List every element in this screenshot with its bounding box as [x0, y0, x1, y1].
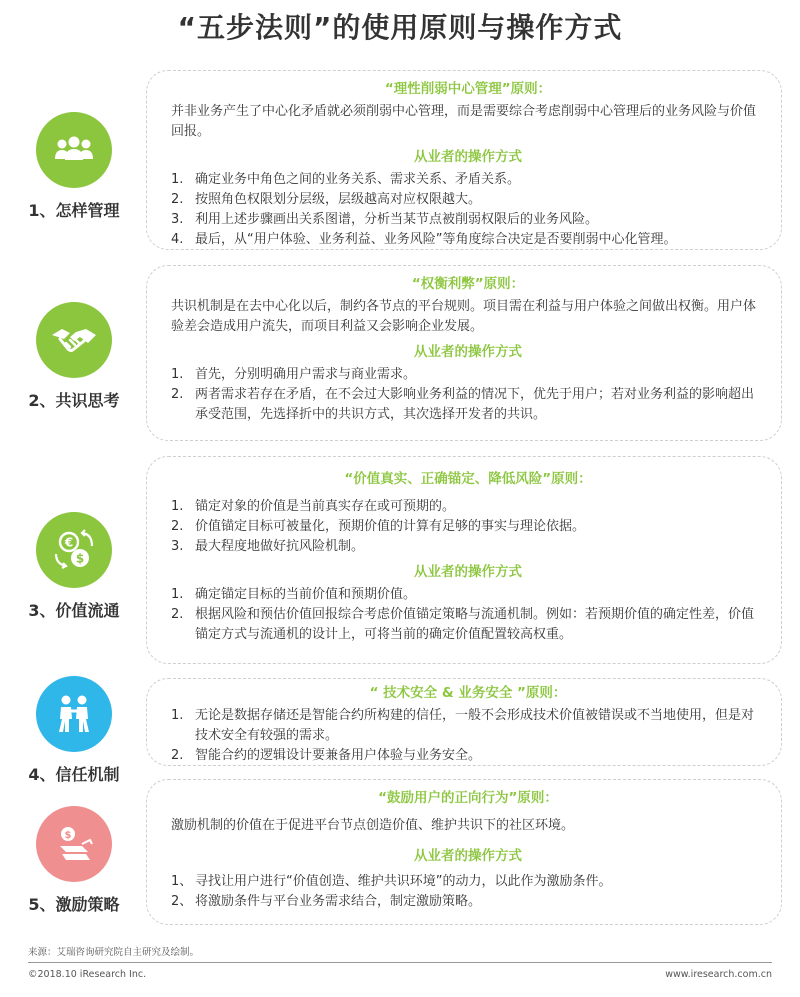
- section-4-principle: “ 技术安全 & 业务安全 ”原则：: [369, 685, 567, 701]
- list-item: 2. 根据风险和预估价值回报综合考虑价值锚定策略与流通机制。例如：若预期价值的确定性差，价值锚定方式与流通机的设计上，可将当前的确定价值配置较高权重。: [171, 607, 755, 642]
- list-item: 1. 无论是数据存储还是智能合约所构建的信任，一般不会形成技术价值被错误或不当地使用，但是对技术安全有较强的需求。: [171, 708, 755, 743]
- section-1-list: [171, 170, 765, 250]
- section-1-side: [0, 112, 148, 221]
- list-item: 3. 最大程度地做好抗风险机制。: [171, 539, 365, 554]
- section-5-card: [146, 779, 782, 925]
- trust-people-icon: [36, 676, 112, 752]
- section-3-list: [171, 585, 765, 645]
- list-item: 1. 确定业务中角色之间的业务关系、需求关系、矛盾关系。: [171, 172, 521, 187]
- section-2-description: 共识机制是在去中心化以后，制约各节点的平台规则。项目需在利益与用户体验之间做出权衡。用户体验差会造成用户流失，而项目利益又会影响企业发展。: [171, 299, 757, 334]
- svg-text:$: $: [75, 551, 85, 566]
- section-5-side: [0, 806, 148, 915]
- section-5-principle: “鼓励用户的正向行为”原则：: [378, 790, 558, 806]
- list-item: 3. 利用上述步骤画出关系图谱，分析当某节点被削弱权限后的业务风险。: [171, 212, 599, 227]
- svg-text:€: €: [64, 535, 74, 550]
- section-3-subheading: 从业者的操作方式: [414, 564, 522, 580]
- section-5-list: [171, 872, 765, 912]
- section-3-label: 3、价值流通: [28, 601, 120, 620]
- currency-exchange-icon: [36, 512, 112, 588]
- list-item: 2、 将激励条件与平台业务需求结合，制定激励策略。: [171, 894, 482, 909]
- list-item: 4. 最后，从“用户体验、业务利益、业务风险”等角度综合决定是否要削弱中心化管理。: [171, 232, 677, 247]
- section-3-list-top: [171, 497, 765, 557]
- section-2-label: 2、共识思考: [28, 391, 120, 410]
- handshake-icon: [36, 302, 112, 378]
- section-1-card: [146, 70, 782, 250]
- section-3-principle: “价值真实、正确锚定、降低风险”原则：: [344, 471, 592, 487]
- section-3-side: [0, 512, 148, 621]
- section-2-subheading: 从业者的操作方式: [414, 344, 522, 360]
- section-4-card: [146, 678, 782, 766]
- section-1-principle: “理性削弱中心管理”原则：: [384, 81, 552, 97]
- page-title: “五步法则”的使用原则与操作方式: [177, 11, 623, 44]
- footer-divider: [28, 962, 772, 963]
- section-2-side: [0, 302, 148, 411]
- section-2-principle: “权衡利弊”原则：: [411, 276, 525, 292]
- list-item: 2. 智能合约的逻辑设计要兼备用户体验与业务安全。: [171, 748, 482, 763]
- section-2-card: [146, 265, 782, 441]
- section-1-subheading: 从业者的操作方式: [414, 149, 522, 165]
- section-5-label: 5、激励策略: [28, 895, 120, 914]
- list-item: 1、 寻找让用户进行“价值创造、维护共识环境”的动力，以此作为激励条件。: [171, 874, 612, 889]
- people-group-icon: [36, 112, 112, 188]
- copyright: ©2018.10 iResearch Inc.: [28, 969, 147, 980]
- website-link[interactable]: www.iresearch.com.cn: [665, 969, 772, 980]
- list-item: 1. 首先，分别明确用户需求与商业需求。: [171, 367, 417, 382]
- section-4-side: [0, 676, 148, 785]
- section-1-label: 1、怎样管理: [28, 201, 120, 220]
- section-5-description: 激励机制的价值在于促进平台节点创造价值、维护共识下的社区环境。: [171, 818, 575, 833]
- section-5-subheading: 从业者的操作方式: [414, 848, 522, 864]
- section-2-list: [171, 365, 765, 425]
- money-hand-icon: [36, 806, 112, 882]
- list-item: 1. 锚定对象的价值是当前真实存在或可预期的。: [171, 499, 456, 514]
- list-item: 1. 确定锚定目标的当前价值和预期价值。: [171, 587, 417, 602]
- list-item: 2. 价值锚定目标可被量化，预期价值的计算有足够的事实与理论依据。: [171, 519, 586, 534]
- section-1-description: 并非业务产生了中心化矛盾就必须削弱中心管理，而是需要综合考虑削弱中心管理后的业务风险与价值回报。: [171, 104, 757, 139]
- section-4-label: 4、信任机制: [28, 765, 120, 784]
- section-3-card: [146, 456, 782, 664]
- section-4-list: [171, 706, 765, 766]
- source-note: 来源：艾瑞咨询研究院自主研究及绘制。: [28, 947, 200, 958]
- list-item: 2. 两者需求若存在矛盾，在不会过大影响业务利益的情况下，优先于用户；若对业务利益的影响超出承受范围，先选择折中的共识方式，其次选择开发者的共识。: [171, 387, 755, 422]
- list-item: 2. 按照角色权限划分层级，层级越高对应权限越大。: [171, 192, 482, 207]
- svg-text:$: $: [64, 830, 72, 841]
